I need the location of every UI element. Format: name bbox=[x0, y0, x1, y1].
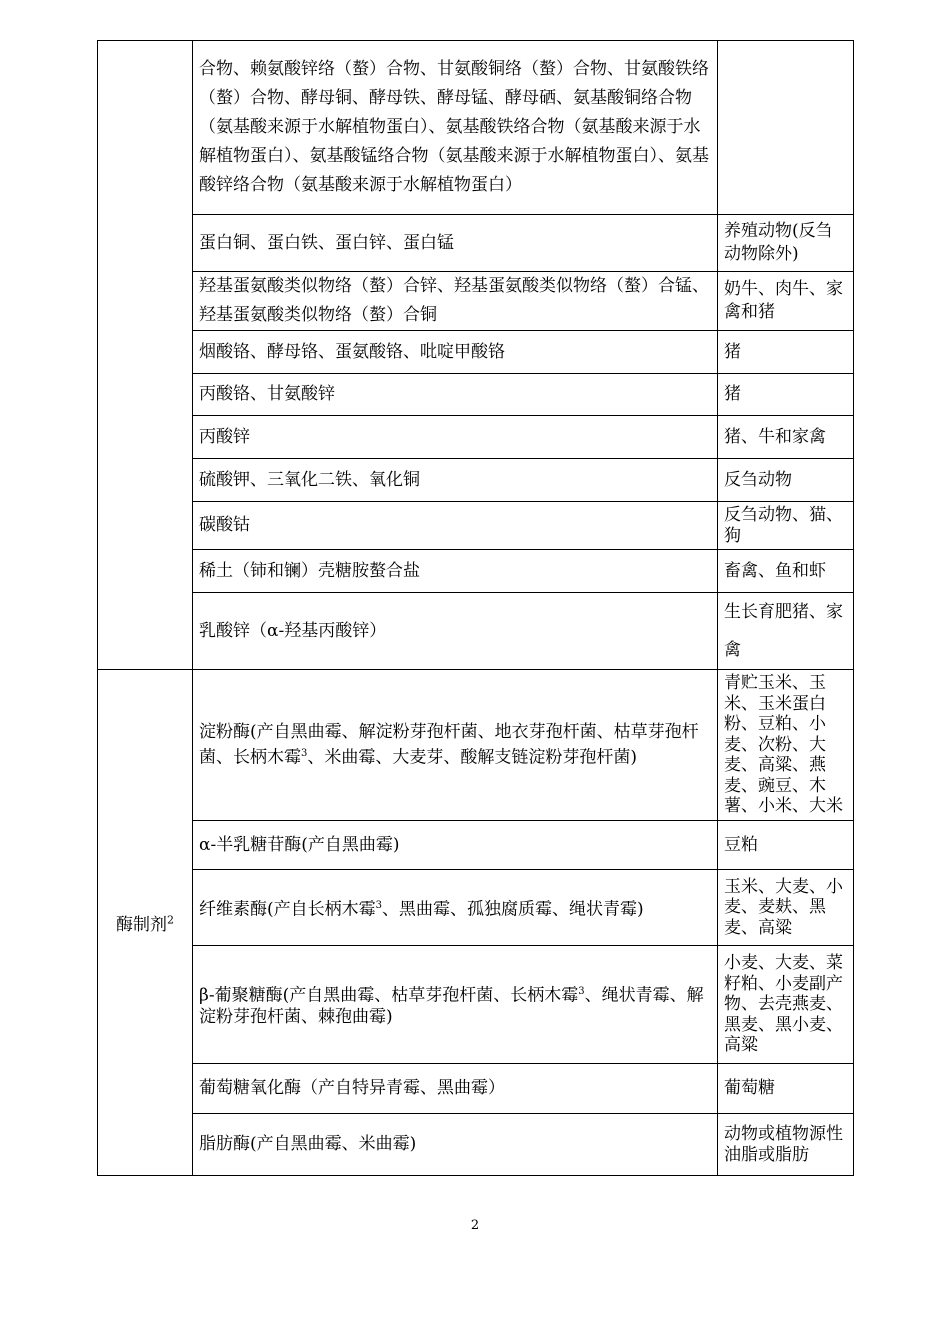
table-row bbox=[98, 593, 854, 670]
footnote-mark: 3 bbox=[375, 899, 383, 911]
usage-cell: 反刍动物、猫、狗 bbox=[718, 502, 854, 550]
usage-cell: 小麦、大麦、菜籽粕、小麦副产物、去壳燕麦、黑麦、黑小麦、高粱 bbox=[718, 946, 854, 1064]
usage-cell: 猪 bbox=[718, 331, 854, 374]
product-text: 、米曲霉、大麦芽、酸解支链淀粉芽孢杆菌) bbox=[307, 747, 638, 768]
product-text: β-葡聚糖酶(产自黑曲霉、枯草芽孢杆菌、长柄木霉 bbox=[199, 985, 579, 1006]
usage-cell: 反刍动物 bbox=[718, 459, 854, 502]
table-row bbox=[98, 416, 854, 459]
footnote-mark: 3 bbox=[301, 747, 308, 759]
product-cell: 硫酸钾、三氧化二铁、氧化铜 bbox=[193, 459, 718, 502]
table-row bbox=[98, 502, 854, 550]
product-cell bbox=[193, 670, 718, 821]
product-cell: 丙酸铬、甘氨酸锌 bbox=[193, 374, 718, 416]
product-cell: 烟酸铬、酵母铬、蛋氨酸铬、吡啶甲酸铬 bbox=[193, 331, 718, 374]
page-number: 2 bbox=[470, 1218, 480, 1233]
product-cell: 碳酸钴 bbox=[193, 502, 718, 550]
category-label: 酶制剂 bbox=[116, 915, 167, 935]
table-row bbox=[98, 41, 854, 215]
footnote-mark: 2 bbox=[167, 913, 174, 927]
table-row bbox=[98, 946, 854, 1064]
table-row bbox=[98, 670, 854, 821]
product-cell: 稀土（铈和镧）壳糖胺螯合盐 bbox=[193, 550, 718, 593]
product-cell: 丙酸锌 bbox=[193, 416, 718, 459]
table-row bbox=[98, 1064, 854, 1114]
product-text: 纤维素酶(产自长柄木霉 bbox=[199, 899, 376, 920]
feed-additive-table bbox=[97, 40, 854, 1176]
usage-cell bbox=[718, 41, 854, 215]
table-row bbox=[98, 272, 854, 331]
usage-cell: 动物或植物源性油脂或脂肪 bbox=[718, 1114, 854, 1176]
table-row bbox=[98, 374, 854, 416]
category-cell-enzyme bbox=[98, 670, 193, 1176]
usage-cell: 玉米、大麦、小麦、麦麸、黑麦、高粱 bbox=[718, 870, 854, 946]
usage-cell: 葡萄糖 bbox=[718, 1064, 854, 1114]
product-cell: 葡萄糖氧化酶（产自特异青霉、黑曲霉） bbox=[193, 1064, 718, 1114]
usage-cell: 豆粕 bbox=[718, 821, 854, 870]
usage-cell: 奶牛、肉牛、家禽和猪 bbox=[718, 272, 854, 331]
product-cell: 脂肪酶(产自黑曲霉、米曲霉) bbox=[193, 1114, 718, 1176]
usage-cell: 畜禽、鱼和虾 bbox=[718, 550, 854, 593]
usage-cell: 青贮玉米、玉米、玉米蛋白粉、豆粕、小麦、次粉、大麦、高粱、燕麦、豌豆、木薯、小米、大米 bbox=[718, 670, 854, 821]
usage-cell: 猪 bbox=[718, 374, 854, 416]
product-text: 、黑曲霉、孤独腐质霉、绳状青霉) bbox=[382, 899, 644, 920]
category-cell-mineral bbox=[98, 41, 193, 670]
table-row bbox=[98, 215, 854, 272]
product-cell bbox=[193, 946, 718, 1064]
table-row bbox=[98, 550, 854, 593]
table-row bbox=[98, 331, 854, 374]
usage-cell: 猪、牛和家禽 bbox=[718, 416, 854, 459]
usage-cell: 养殖动物(反刍动物除外) bbox=[718, 215, 854, 272]
product-cell: 羟基蛋氨酸类似物络（螯）合锌、羟基蛋氨酸类似物络（螯）合锰、羟基蛋氨酸类似物络（螯）合铜 bbox=[193, 272, 718, 331]
footnote-mark: 3 bbox=[578, 986, 585, 998]
table-row bbox=[98, 870, 854, 946]
product-cell bbox=[193, 870, 718, 946]
product-cell: 乳酸锌（α-羟基丙酸锌） bbox=[193, 593, 718, 670]
product-cell: 蛋白铜、蛋白铁、蛋白锌、蛋白锰 bbox=[193, 215, 718, 272]
usage-cell: 生长育肥猪、家禽 bbox=[718, 593, 854, 670]
product-text: 、绳状青霉、解淀粉芽孢杆菌、棘孢曲霉) bbox=[199, 985, 704, 1027]
table-row bbox=[98, 821, 854, 870]
table-row bbox=[98, 459, 854, 502]
product-cell: 合物、赖氨酸锌络（螯）合物、甘氨酸铜络（螯）合物、甘氨酸铁络（螯）合物、酵母铜、酵母铁、酵母锰、酵母硒、氨基酸铜络合物（氨基酸来源于水解植物蛋白）、氨基酸铁络合物（氨基酸来源于水解植物蛋白）、氨基酸锰络合物（氨基酸来源于水解植物蛋白）、氨基酸锌络合物（氨基酸来源于水解植物蛋白） bbox=[193, 41, 718, 215]
table-row bbox=[98, 1114, 854, 1176]
product-text: 淀粉酶(产自黑曲霉、解淀粉芽孢杆菌、地衣芽孢杆菌、枯草芽孢杆菌、长柄木霉 bbox=[199, 721, 699, 768]
product-cell: α-半乳糖苷酶(产自黑曲霉) bbox=[193, 821, 718, 870]
